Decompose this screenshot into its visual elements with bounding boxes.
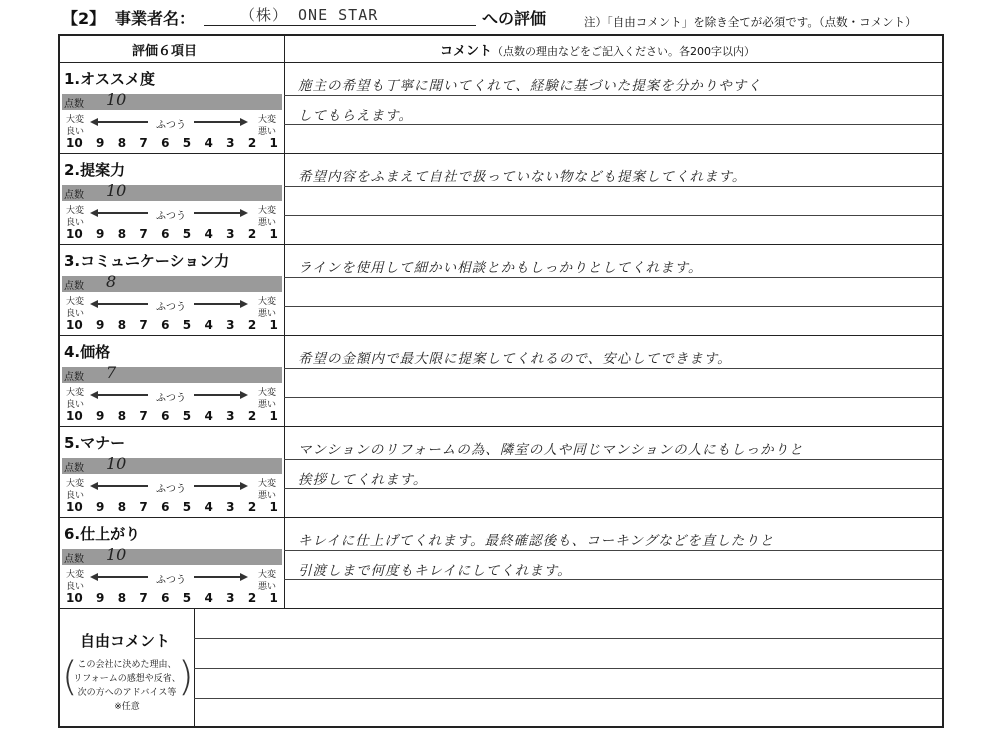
score-label: 点数	[64, 99, 84, 110]
scale-number: 4	[204, 227, 213, 241]
scale-number: 2	[247, 136, 257, 150]
score-value[interactable]: 8	[106, 272, 117, 291]
scale-left-top: 大変	[66, 206, 85, 216]
section-number: 【2】	[62, 9, 106, 28]
scale-right-bottom: 悪い	[258, 218, 277, 228]
scale-number: 9	[96, 227, 105, 241]
scale-number: 3	[226, 227, 235, 241]
scale-number: 3	[226, 500, 235, 514]
evaluation-form	[58, 34, 944, 728]
scale-number: 2	[247, 591, 257, 605]
scale-number: 4	[204, 318, 213, 332]
evaluation-suffix: への評価	[482, 9, 547, 28]
scale-number: 7	[139, 136, 148, 150]
arrow-left-icon	[90, 118, 98, 126]
scale-right-top: 大変	[258, 479, 277, 489]
comment-line-2[interactable]: 挨拶してくれます。	[298, 472, 428, 488]
scale-number: 8	[117, 227, 127, 241]
scale-number: 1	[269, 409, 278, 423]
score-bar	[62, 458, 282, 474]
category-title: 6.仕上がり	[64, 525, 141, 543]
scale-number: 1	[269, 318, 278, 332]
arrow-line	[194, 576, 240, 578]
arrow-left-icon	[90, 482, 98, 490]
scale-number: 1	[269, 591, 278, 605]
scale-number: 8	[117, 318, 127, 332]
comment-line-1[interactable]: ラインを使用して細かい相談とかもしっかりとしてくれます。	[298, 260, 703, 276]
arrow-right-icon	[240, 573, 248, 581]
scale-middle: ふつう	[156, 120, 186, 131]
scale-right-top: 大変	[258, 297, 277, 307]
scale-number: 6	[161, 409, 170, 423]
comment-line-1[interactable]: 希望の金額内で最大限に提案してくれるので、安心してできます。	[298, 351, 732, 367]
score-label: 点数	[64, 281, 84, 292]
category-title: 1.オススメ度	[64, 70, 155, 88]
arrow-line	[98, 485, 148, 487]
scale-number: 10	[66, 227, 83, 241]
free-comment-note-line: 次の方へのアドバイス等	[77, 688, 177, 698]
scale-right-top: 大変	[258, 115, 277, 125]
scale-number: 5	[182, 136, 192, 150]
arrow-left-icon	[90, 209, 98, 217]
scale-number: 7	[139, 227, 148, 241]
scale-number: 4	[204, 136, 213, 150]
scale-right-bottom: 悪い	[258, 400, 277, 410]
scale-number: 10	[66, 591, 83, 605]
scale-number: 8	[117, 409, 127, 423]
category-title: 3.コミュニケーション力	[64, 252, 230, 270]
scale-numbers	[66, 500, 278, 514]
scale-number: 8	[117, 591, 127, 605]
scale-left-top: 大変	[66, 115, 85, 125]
scale-number: 1	[269, 500, 278, 514]
scale-left-bottom: 良い	[66, 218, 85, 228]
scale-number: 5	[182, 409, 192, 423]
scale-right-bottom: 悪い	[258, 582, 277, 592]
free-comment-title: 自由コメント	[80, 632, 171, 650]
scale-number: 4	[204, 409, 213, 423]
scale-number: 8	[117, 136, 127, 150]
column-header-comment	[440, 40, 755, 59]
comment-line-1[interactable]: キレイに仕上げてくれます。最終確認後も、コーキングなどを直したりと	[298, 533, 775, 549]
scale-right-top: 大変	[258, 206, 277, 216]
scale-right-top: 大変	[258, 388, 277, 398]
scale-number: 10	[66, 136, 83, 150]
required-note: 注）「自由コメント」を除き全てが必須です。（点数・コメント）	[584, 15, 917, 29]
scale-number: 6	[161, 318, 170, 332]
scale-right-top: 大変	[258, 570, 277, 580]
arrow-line	[194, 485, 240, 487]
scale-number: 5	[182, 591, 192, 605]
scale-numbers	[66, 591, 278, 605]
scale-number: 2	[247, 409, 257, 423]
scale-left-bottom: 良い	[66, 309, 85, 319]
arrow-line	[98, 394, 148, 396]
arrow-left-icon	[90, 391, 98, 399]
column-header-comment-label: コメント	[440, 44, 493, 59]
arrow-line	[194, 303, 240, 305]
scale-number: 9	[96, 318, 105, 332]
scale-middle: ふつう	[156, 393, 186, 404]
scale-number: 10	[66, 318, 83, 332]
arrow-right-icon	[240, 209, 248, 217]
score-value[interactable]: 10	[106, 454, 127, 473]
arrow-left-icon	[90, 573, 98, 581]
scale-numbers	[66, 409, 278, 423]
scale-number: 5	[182, 318, 192, 332]
right-paren: )	[178, 654, 194, 700]
scale-number: 6	[161, 500, 170, 514]
score-bar	[62, 185, 282, 201]
scale-number: 7	[139, 318, 148, 332]
arrow-line	[98, 212, 148, 214]
score-value[interactable]: 10	[106, 545, 127, 564]
business-name-label: 事業者名：	[115, 9, 196, 28]
scale-number: 9	[96, 136, 105, 150]
left-paren: (	[62, 654, 78, 700]
score-bar	[62, 276, 282, 292]
scale-number: 4	[204, 591, 213, 605]
arrow-line	[98, 303, 148, 305]
scale-number: 2	[247, 500, 257, 514]
scale-number: 9	[96, 591, 105, 605]
scale-number: 3	[226, 136, 235, 150]
scale-numbers	[66, 318, 278, 332]
scale-number: 10	[66, 500, 83, 514]
category-title: 2.提案力	[64, 161, 126, 179]
score-label: 点数	[64, 554, 84, 565]
score-bar	[62, 549, 282, 565]
scale-middle: ふつう	[156, 484, 186, 495]
scale-right-bottom: 悪い	[258, 491, 277, 501]
arrow-left-icon	[90, 300, 98, 308]
comment-line-1[interactable]: マンションのリフォームの為、隣室の人や同じマンションの人にもしっかりと	[298, 442, 804, 458]
scale-left-bottom: 良い	[66, 127, 85, 137]
scale-left-bottom: 良い	[66, 400, 85, 410]
score-value[interactable]: 7	[106, 363, 117, 382]
score-label: 点数	[64, 190, 84, 201]
scale-number: 6	[161, 591, 170, 605]
score-label: 点数	[64, 463, 84, 474]
scale-left-top: 大変	[66, 388, 85, 398]
free-comment-note-line: ※任意	[114, 702, 140, 712]
scale-number: 3	[226, 591, 235, 605]
scale-number: 1	[269, 136, 278, 150]
scale-number: 2	[247, 318, 257, 332]
scale-middle: ふつう	[156, 211, 186, 222]
scale-numbers	[66, 136, 278, 150]
business-name-field[interactable]: （株） ONE STAR	[204, 4, 476, 26]
scale-number: 9	[96, 409, 105, 423]
scale-middle: ふつう	[156, 575, 186, 586]
scale-number: 2	[247, 227, 257, 241]
scale-number: 7	[139, 500, 148, 514]
scale-number: 9	[96, 500, 105, 514]
free-comment-note-line: この会社に決めた理由、	[77, 660, 177, 670]
arrow-right-icon	[240, 118, 248, 126]
arrow-line	[194, 212, 240, 214]
free-comment-note	[72, 658, 182, 714]
scale-number: 5	[182, 500, 192, 514]
score-value[interactable]: 10	[106, 181, 127, 200]
arrow-line	[194, 121, 240, 123]
comment-line-1[interactable]: 希望内容をふまえて自社で扱っていない物なども提案してくれます。	[298, 169, 747, 185]
scale-number: 5	[182, 227, 192, 241]
scale-number: 1	[269, 227, 278, 241]
column-header-items: 評価６項目	[132, 44, 198, 59]
scale-number: 7	[139, 591, 148, 605]
arrow-line	[194, 394, 240, 396]
scale-numbers	[66, 227, 278, 241]
category-title: 5.マナー	[64, 434, 126, 452]
scale-left-bottom: 良い	[66, 491, 85, 501]
comment-line-1[interactable]: 施主の希望も丁寧に聞いてくれて、経験に基づいた提案を分かりやすく	[298, 78, 762, 94]
arrow-right-icon	[240, 482, 248, 490]
scale-left-top: 大変	[66, 570, 85, 580]
score-label: 点数	[64, 372, 84, 383]
comment-line-2[interactable]: してもらえます。	[298, 108, 413, 124]
scale-left-top: 大変	[66, 297, 85, 307]
scale-number: 10	[66, 409, 83, 423]
arrow-line	[98, 121, 148, 123]
arrow-right-icon	[240, 391, 248, 399]
free-comment-note-line: リフォームの感想や反省、	[73, 674, 181, 684]
score-value[interactable]: 10	[106, 90, 127, 109]
scale-number: 3	[226, 409, 235, 423]
comment-line-2[interactable]: 引渡しまで何度もキレイにしてくれます。	[298, 563, 572, 579]
score-bar	[62, 367, 282, 383]
arrow-line	[98, 576, 148, 578]
score-bar	[62, 94, 282, 110]
scale-middle: ふつう	[156, 302, 186, 313]
scale-number: 6	[161, 136, 170, 150]
scale-left-top: 大変	[66, 479, 85, 489]
scale-number: 8	[117, 500, 127, 514]
scale-number: 4	[204, 500, 213, 514]
scale-right-bottom: 悪い	[258, 309, 277, 319]
scale-number: 3	[226, 318, 235, 332]
scale-number: 7	[139, 409, 148, 423]
arrow-right-icon	[240, 300, 248, 308]
category-title: 4.価格	[64, 343, 111, 361]
scale-left-bottom: 良い	[66, 582, 85, 592]
column-header-comment-sub: （点数の理由などをご記入ください。各200字以内）	[492, 45, 756, 58]
scale-number: 6	[161, 227, 170, 241]
scale-right-bottom: 悪い	[258, 127, 277, 137]
